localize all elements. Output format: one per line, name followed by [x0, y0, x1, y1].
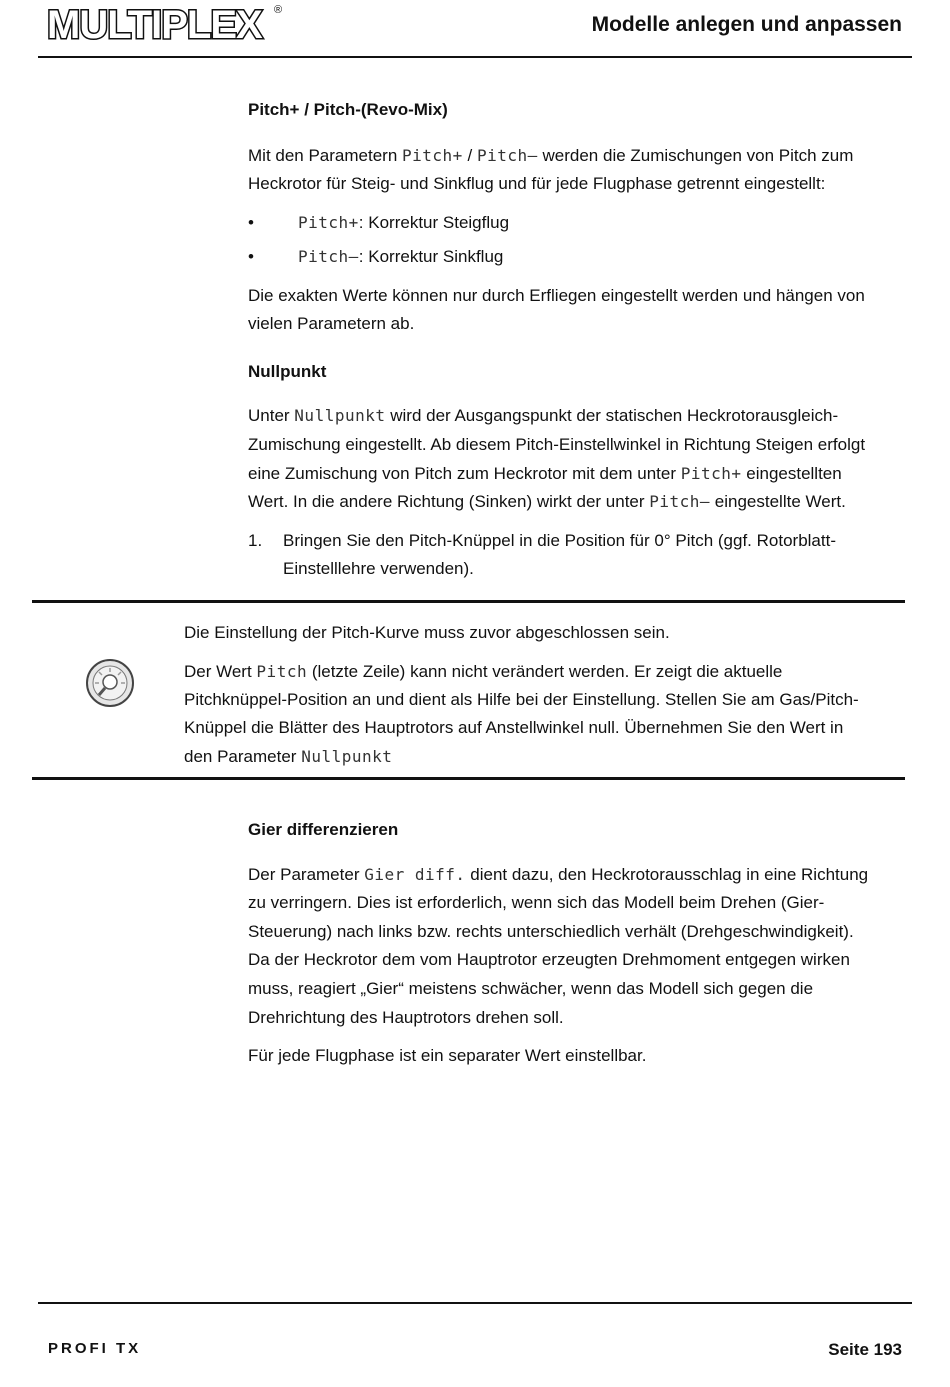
- bullet-item-text: Pitch–: Korrektur Sinkflug: [298, 247, 504, 266]
- tip-line3: Pitchknüppel-Position an und dient als Hilfe bei der Einstellung. Stellen Sie am Gas/Pitch-: [184, 690, 859, 709]
- paragraph-gier-line3: Steuerung) nach links bzw. rechts unterschiedlich verhält (Drehgeschwindigkeit).: [248, 922, 854, 941]
- lightbulb-tip-icon: [86, 659, 134, 707]
- footer-product-name: PROFI TX: [48, 1340, 142, 1357]
- tip-line5: den Parameter Nullpunkt: [184, 747, 393, 766]
- bullet-dot: •: [248, 213, 254, 232]
- paragraph-nullpunkt-line4: Wert. In die andere Richtung (Sinken) wirkt der unter Pitch– eingestellte Wert.: [248, 492, 846, 511]
- step-text-line2: Einstelllehre verwenden).: [283, 559, 474, 578]
- section-heading-nullpunkt: Nullpunkt: [248, 362, 327, 381]
- bullet-dot: •: [248, 247, 254, 266]
- bullet-item: [248, 209, 254, 238]
- registered-mark: ®: [274, 4, 283, 16]
- tip-line4: Knüppel die Blätter des Hauptrotors auf Anstellwinkel null. Übernehmen Sie den Wert in: [184, 718, 844, 737]
- step-number: 1.: [248, 531, 263, 550]
- tip-top-rule: [32, 600, 905, 603]
- paragraph-values-line1: Die exakten Werte können nur durch Erfliegen eingestellt werden und hängen von: [248, 286, 865, 305]
- step-text-line1: Bringen Sie den Pitch-Knüppel in die Position für 0° Pitch (ggf. Rotorblatt-: [283, 531, 836, 550]
- page-title: Modelle anlegen und anpassen: [591, 13, 902, 36]
- paragraph-pitch-line2: Heckrotor für Steig- und Sinkflug und für jede Flugphase getrennt eingestellt:: [248, 174, 826, 193]
- tip-line1: Die Einstellung der Pitch-Kurve muss zuvor abgeschlossen sein.: [184, 623, 670, 642]
- paragraph-gier-line6: Drehrichtung des Hauptrotors drehen soll.: [248, 1008, 564, 1027]
- page-number: Seite 193: [828, 1340, 902, 1359]
- header-rule: [38, 56, 912, 58]
- paragraph-gier-line1: Der Parameter Gier diff. dient dazu, den Heckrotorausschlag in eine Richtung: [248, 865, 869, 884]
- section-heading-pitch: Pitch+ / Pitch-(Revo-Mix): [248, 100, 448, 119]
- paragraph-values-line2: vielen Parametern ab.: [248, 314, 415, 333]
- paragraph-nullpunkt-line1: Unter Nullpunkt wird der Ausgangspunkt der statischen Heckrotorausgleich-: [248, 406, 839, 425]
- paragraph-nullpunkt-line3: eine Zumischung von Pitch zum Heckrotor mit dem unter Pitch+ eingestellten: [248, 464, 842, 483]
- tip-line2: Der Wert Pitch (letzte Zeile) kann nicht verändert werden. Er zeigt die aktuelle: [184, 662, 783, 681]
- footer-rule: [38, 1302, 912, 1304]
- paragraph-gier-line2: zu verringern. Dies ist erforderlich, wenn sich das Modell beim Drehen (Gier-: [248, 893, 825, 912]
- bullet-item: [248, 243, 254, 272]
- bullet-item-text: Pitch+: Korrektur Steigflug: [298, 213, 510, 232]
- paragraph-pitch-line1: Mit den Parametern Pitch+ / Pitch– werden die Zumischungen von Pitch zum: [248, 146, 854, 165]
- paragraph-gier-line4: Da der Heckrotor dem vom Hauptrotor erzeugten Drehmoment entgegen wirken: [248, 950, 850, 969]
- section-heading-gier: Gier differenzieren: [248, 820, 399, 839]
- tip-bottom-rule: [32, 777, 905, 780]
- paragraph-gier-line5: muss, reagiert „Gier“ meistens schwächer, wenn das Modell sich gegen die: [248, 979, 814, 998]
- paragraph-flugphase: Für jede Flugphase ist ein separater Wert einstellbar.: [248, 1046, 647, 1065]
- paragraph-nullpunkt-line2: Zumischung eingestellt. Ab diesem Pitch-Einstellwinkel in Richtung Steigen erfolgt: [248, 435, 866, 454]
- multiplex-logo: MULTIPLEX: [47, 3, 262, 47]
